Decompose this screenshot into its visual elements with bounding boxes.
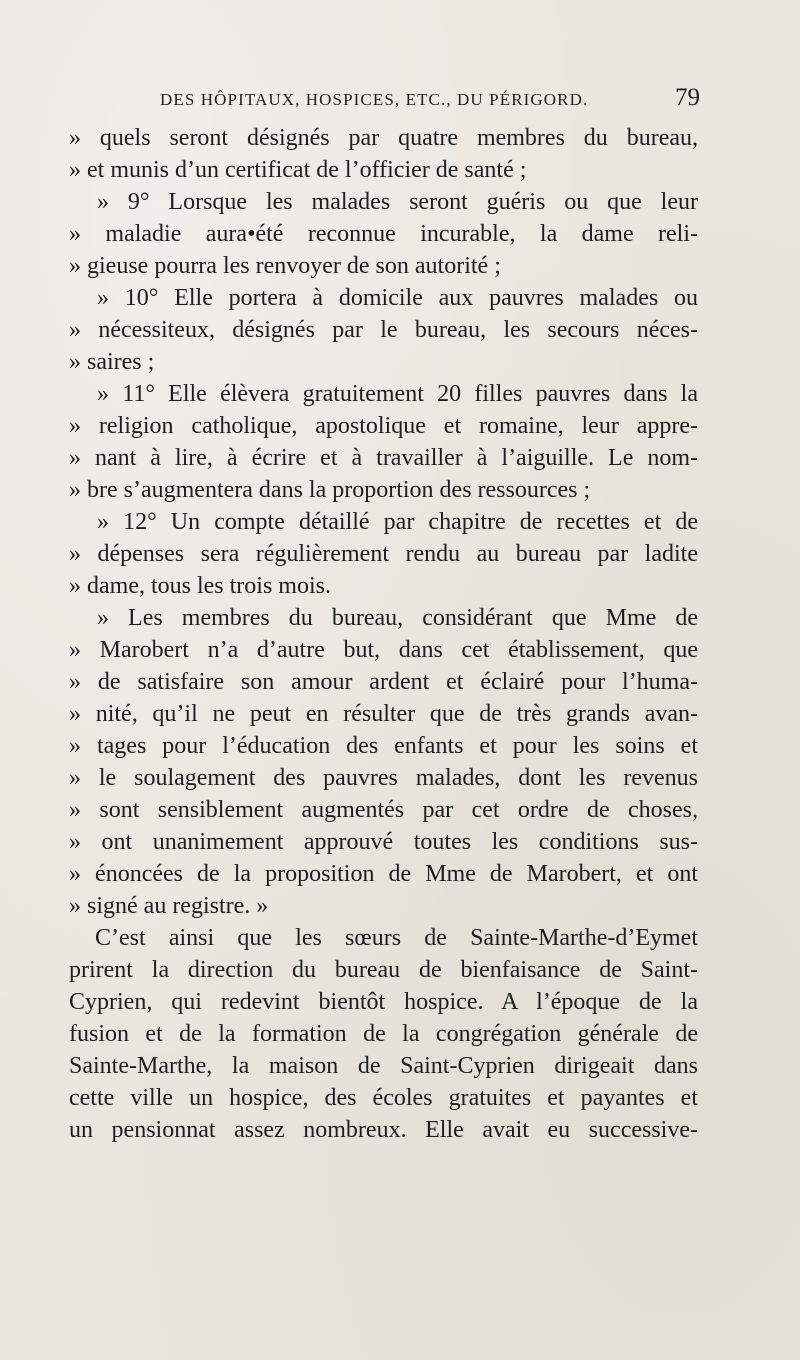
- text-line: » nant à lire, à écrire et à travailler à l’aiguille. Le nom-: [69, 445, 698, 471]
- text-line: C’est ainsi que les sœurs de Sainte-Marthe-d’Eymet: [95, 925, 698, 951]
- text-line: » Les membres du bureau, considérant que Mme de: [97, 605, 698, 631]
- text-line: Sainte-Marthe, la maison de Saint-Cyprien dirigeait dans: [69, 1053, 698, 1079]
- text-line: » 12° Un compte détaillé par chapitre de recettes et de: [97, 509, 698, 535]
- text-line: » ont unanimement approuvé toutes les conditions sus-: [69, 829, 698, 855]
- text-line: » Marobert n’a d’autre but, dans cet établissement, que: [69, 637, 698, 663]
- text-line: » nécessiteux, désignés par le bureau, les secours néces-: [69, 317, 698, 343]
- text-line: » énoncées de la proposition de Mme de Marobert, et ont: [69, 861, 698, 887]
- text-line: » de satisfaire son amour ardent et éclairé pour l’huma-: [69, 669, 698, 695]
- page-number: 79: [675, 84, 700, 111]
- text-line: » tages pour l’éducation des enfants et pour les soins et: [69, 733, 698, 759]
- text-line: » sont sensiblement augmentés par cet ordre de choses,: [69, 797, 698, 823]
- page-header: [72, 86, 700, 116]
- text-line: » le soulagement des pauvres malades, dont les revenus: [69, 765, 698, 791]
- text-line: » signé au registre. »: [69, 893, 269, 919]
- body-text: [69, 122, 698, 1146]
- text-line: prirent la direction du bureau de bienfaisance de Saint-: [69, 957, 698, 983]
- text-line: » 9° Lorsque les malades seront guéris ou que leur: [97, 189, 698, 215]
- text-line: » religion catholique, apostolique et romaine, leur appre-: [69, 413, 698, 439]
- text-line: » gieuse pourra les renvoyer de son autorité ;: [69, 253, 501, 279]
- text-line: » quels seront désignés par quatre membres du bureau,: [69, 125, 698, 151]
- text-line: » saires ;: [69, 349, 155, 375]
- text-line: » 10° Elle portera à domicile aux pauvres malades ou: [97, 285, 698, 311]
- text-line: » et munis d’un certificat de l’officier de santé ;: [69, 157, 527, 183]
- text-line: » bre s’augmentera dans la proportion des ressources ;: [69, 477, 591, 503]
- text-line: » nité, qu’il ne peut en résulter que de très grands avan-: [69, 701, 698, 727]
- text-line: fusion et de la formation de la congrégation générale de: [69, 1021, 698, 1047]
- text-line: un pensionnat assez nombreux. Elle avait eu successive-: [69, 1117, 698, 1143]
- text-line: » 11° Elle élèvera gratuitement 20 filles pauvres dans la: [97, 381, 698, 407]
- text-line: Cyprien, qui redevint bientôt hospice. A l’époque de la: [69, 989, 698, 1015]
- running-title: DES HÔPITAUX, HOSPICES, ETC., DU PÉRIGORD.: [160, 90, 589, 109]
- text-line: » maladie aura•été reconnue incurable, la dame reli-: [69, 221, 698, 247]
- text-line: » dépenses sera régulièrement rendu au bureau par ladite: [69, 541, 698, 567]
- text-line: » dame, tous les trois mois.: [69, 573, 331, 599]
- text-line: cette ville un hospice, des écoles gratuites et payantes et: [69, 1085, 698, 1111]
